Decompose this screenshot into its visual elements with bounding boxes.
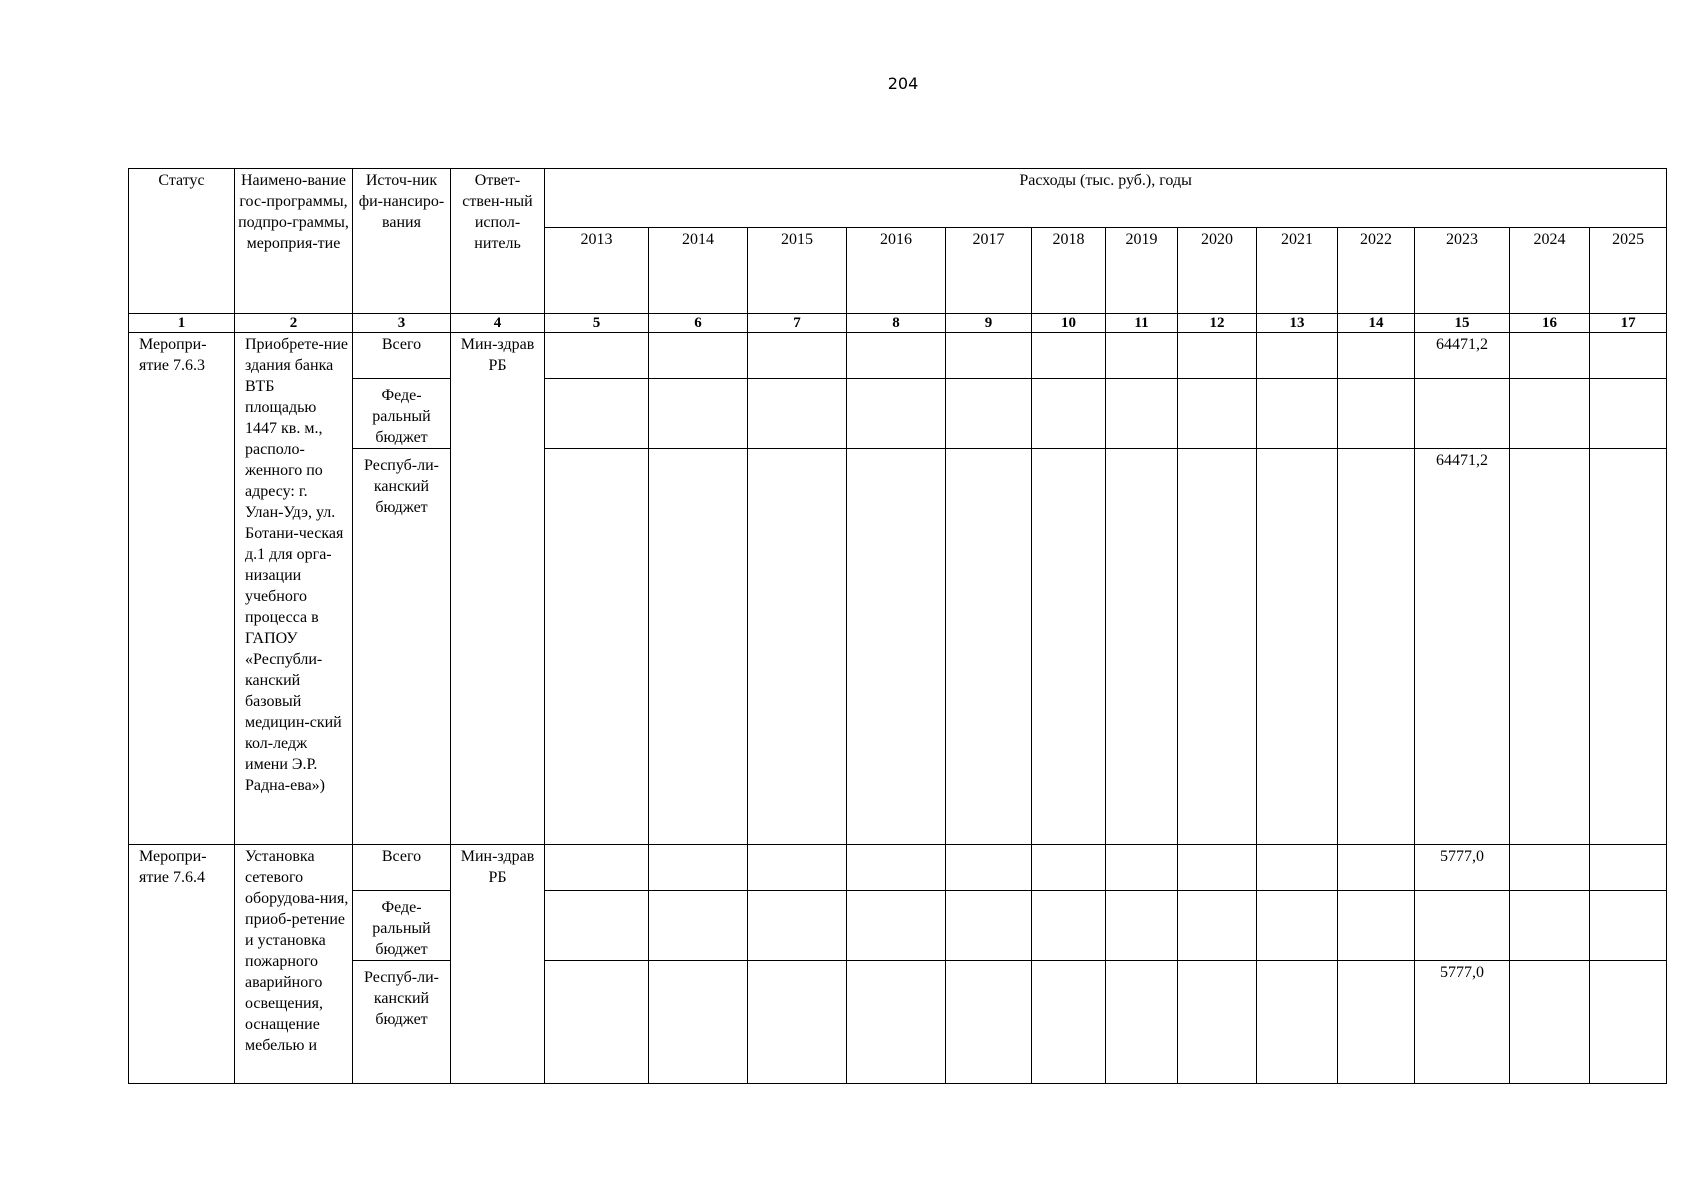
expense-value [946,845,1032,891]
funding-source: Всего [353,333,451,379]
expense-value [1106,891,1178,961]
responsible-executor: Мин-здрав РБ [451,333,545,845]
column-number: 8 [847,314,946,333]
expense-value [1178,891,1257,961]
table-row [129,845,1667,891]
expense-value [1338,961,1415,1084]
expense-value [1510,449,1590,845]
expense-value [545,961,649,1084]
header-source: Источ-ник фи-нансиро-вания [353,169,451,314]
expense-value [847,845,946,891]
expense-value [1415,891,1510,961]
expense-value [1178,379,1257,449]
expense-value [1178,845,1257,891]
header-year: 2015 [748,228,847,314]
expense-value [1257,961,1338,1084]
expense-value [1257,379,1338,449]
header-expenses: Расходы (тыс. руб.), годы [545,169,1667,228]
expense-value [1510,845,1590,891]
expense-value [1338,891,1415,961]
expense-value [1106,845,1178,891]
column-number: 4 [451,314,545,333]
expense-value: 5777,0 [1415,845,1510,891]
expense-value [1178,961,1257,1084]
expense-value [748,845,847,891]
expense-value [545,891,649,961]
expense-value [1415,379,1510,449]
expense-value [1032,961,1106,1084]
expense-value [1032,449,1106,845]
column-number: 6 [649,314,748,333]
expense-value: 64471,2 [1415,449,1510,845]
expense-value [1032,845,1106,891]
expense-value [1338,845,1415,891]
column-number: 15 [1415,314,1510,333]
header-year: 2016 [847,228,946,314]
measure-name: Приобрете-ние здания банка ВТБ площадью 1447 кв. м., располо-женного по адресу: г. Улан-Удэ, ул. Ботани-ческая д.1 для орга-низации учебного процесса в ГАПОУ «Республи-канский базовый медицин-ский кол-ледж имени Э.Р. Радна-ева») [235,333,353,845]
expense-value [1106,961,1178,1084]
expense-value [1106,333,1178,379]
header-year: 2020 [1178,228,1257,314]
header-year: 2025 [1590,228,1667,314]
column-number: 9 [946,314,1032,333]
expense-value [1590,333,1667,379]
column-number: 7 [748,314,847,333]
expense-value [1032,891,1106,961]
expense-value [1178,333,1257,379]
measure-status: Меропри-ятие 7.6.4 [129,845,235,1084]
expense-value [545,379,649,449]
expense-value [1338,449,1415,845]
expense-value [946,333,1032,379]
expense-value [1106,379,1178,449]
expense-value [649,333,748,379]
expense-value [946,891,1032,961]
column-number: 13 [1257,314,1338,333]
expense-value [1032,379,1106,449]
funding-source: Всего [353,845,451,891]
expense-value [1590,379,1667,449]
expense-value [946,449,1032,845]
expense-value [545,449,649,845]
expense-value [847,449,946,845]
header-year: 2017 [946,228,1032,314]
expense-value [1257,333,1338,379]
header-name: Наимено-вание гос-программы, подпро-граммы, мероприя-тие [235,169,353,314]
expense-value [946,961,1032,1084]
expense-value [1510,379,1590,449]
expense-value: 5777,0 [1415,961,1510,1084]
table-row [129,891,1667,961]
header-responsible: Ответ-ствен-ный испол-нитель [451,169,545,314]
expense-value [649,449,748,845]
column-numbers-row [129,314,1667,333]
table-row [129,449,1667,845]
column-number: 16 [1510,314,1590,333]
funding-source: Респуб-ли-канский бюджет [353,961,451,1084]
expense-value [748,379,847,449]
column-number: 17 [1590,314,1667,333]
expense-value [1338,379,1415,449]
column-number: 11 [1106,314,1178,333]
header-year: 2023 [1415,228,1510,314]
expense-value [748,891,847,961]
column-number: 3 [353,314,451,333]
expense-value [847,333,946,379]
header-year: 2013 [545,228,649,314]
expense-value [847,961,946,1084]
expense-value [1257,449,1338,845]
expense-value [847,891,946,961]
column-number: 10 [1032,314,1106,333]
expense-value [545,845,649,891]
funding-source: Феде-ральный бюджет [353,891,451,961]
expense-value [1338,333,1415,379]
header-year: 2018 [1032,228,1106,314]
header-year: 2014 [649,228,748,314]
expense-value [1257,845,1338,891]
responsible-executor: Мин-здрав РБ [451,845,545,1084]
expense-value [545,333,649,379]
funding-source: Феде-ральный бюджет [353,379,451,449]
header-year: 2021 [1257,228,1338,314]
page-number: 204 [887,74,919,93]
expense-value [1106,449,1178,845]
header-row [129,169,1667,228]
measure-status: Меропри-ятие 7.6.3 [129,333,235,845]
expense-value [748,961,847,1084]
expense-value [748,449,847,845]
column-number: 1 [129,314,235,333]
column-number: 14 [1338,314,1415,333]
expense-value [1257,891,1338,961]
expense-value [1590,961,1667,1084]
column-number: 2 [235,314,353,333]
expense-value [748,333,847,379]
expense-value [649,961,748,1084]
funding-source: Респуб-ли-канский бюджет [353,449,451,845]
measure-name: Установка сетевого оборудова-ния, приоб-ретение и установка пожарного аварийного освещения, оснащение мебелью и [235,845,353,1084]
expense-value [1510,333,1590,379]
expense-value [1510,961,1590,1084]
expense-value [1590,891,1667,961]
column-number: 12 [1178,314,1257,333]
header-year: 2019 [1106,228,1178,314]
expense-value [649,379,748,449]
expense-value [1590,449,1667,845]
header-year: 2022 [1338,228,1415,314]
header-status: Статус [129,169,235,314]
expense-value: 64471,2 [1415,333,1510,379]
expense-value [847,379,946,449]
expense-value [946,379,1032,449]
expense-value [649,891,748,961]
expense-value [649,845,748,891]
expense-value [1590,845,1667,891]
expense-value [1032,333,1106,379]
expense-value [1510,891,1590,961]
expense-value [1178,449,1257,845]
table-row [129,379,1667,449]
header-year: 2024 [1510,228,1590,314]
column-number: 5 [545,314,649,333]
table-row [129,333,1667,379]
table-row [129,961,1667,1084]
budget-table [128,168,1667,1084]
